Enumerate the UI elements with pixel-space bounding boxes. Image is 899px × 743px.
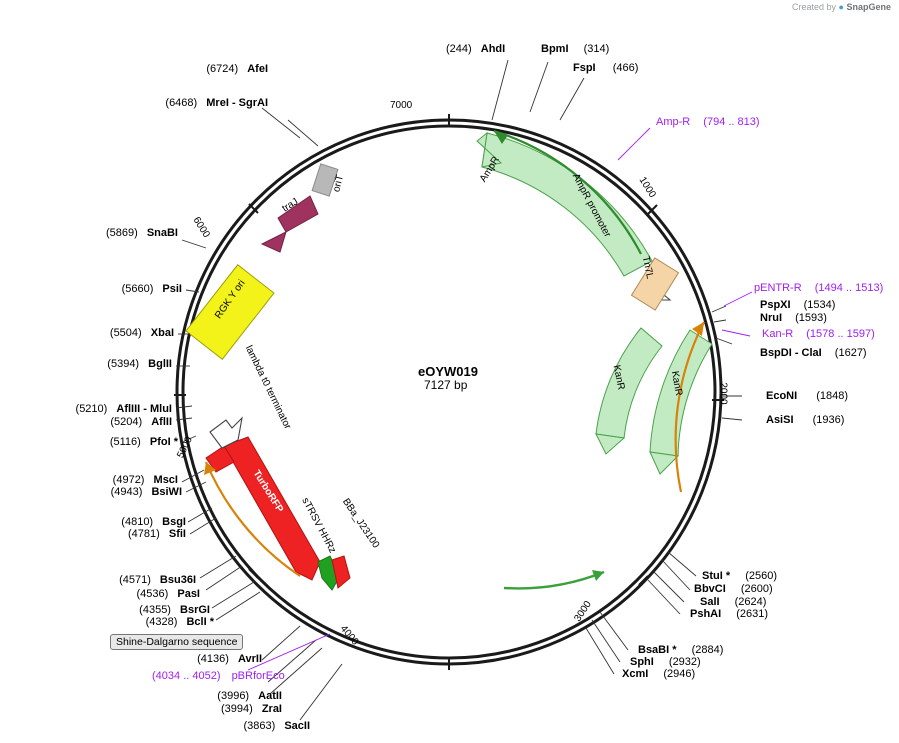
site-pos-bsgi: (4810): [121, 516, 154, 528]
site-enz-snabi: SnaBI: [146, 227, 178, 239]
site-enz-sfii: SfiI: [168, 528, 186, 540]
site-enz-bsgi: BsgI: [162, 516, 186, 528]
shine-dalgarno-box: Shine-Dalgarno sequence: [110, 634, 243, 650]
site-enz-stui: StuI *: [702, 570, 731, 582]
site-enz-bspdi: BspDI - ClaI: [760, 347, 822, 359]
site-enz-sphi: SphI: [630, 656, 654, 668]
credit-prefix: Created by: [791, 2, 837, 12]
site-pos-ahdi: (244): [446, 43, 472, 55]
feature-label-traj: traJ: [280, 196, 301, 215]
site-enz-afliii: AflIII - MluI: [116, 403, 172, 415]
tick-1000: 1000: [636, 175, 658, 200]
site-enz-pasi: PasI: [177, 588, 200, 600]
feature-label-ampr-promoter: AmpR promoter: [569, 171, 613, 240]
credit-brand: SnapGene: [846, 2, 891, 12]
site-enz-zrai: ZraI: [261, 703, 282, 715]
site-enz-xbai: XbaI: [150, 327, 174, 339]
feature-label-strsv: sTRSV HHRz: [299, 495, 338, 556]
site-enz-bglii: BglII: [148, 358, 172, 370]
site-pos-bcli: (4328): [145, 616, 178, 628]
site-enz-msci: MscI: [153, 474, 178, 486]
site-enz-aatii: AatII: [258, 690, 282, 702]
site-enz-bsabi: BsaBI *: [638, 644, 677, 656]
site-enz-avrii: AvrII: [237, 653, 262, 665]
site-enz-nrui: NruI: [760, 312, 782, 324]
primer-range-ampr: (794 .. 813): [703, 116, 760, 128]
site-enz-xcmi: XcmI: [622, 668, 649, 680]
site-enz-pspxi: PspXI: [760, 299, 791, 311]
site-enz-pshai: PshAI: [690, 608, 722, 620]
site-enz-bpmi: BpmI: [541, 43, 569, 55]
tick-5000: 5000: [175, 435, 195, 460]
feature-label-kanr-outer: KanR: [668, 370, 685, 397]
primer-label-kanr: Kan-R: [762, 328, 794, 340]
site-pos-psii: (5660): [121, 283, 154, 295]
site-enz-econi: EcoNI: [766, 390, 798, 402]
site-pos-nrui: (1593): [795, 312, 827, 324]
site-enz-bsrgi: BsrGI: [180, 604, 210, 616]
site-pos-snabi: (5869): [105, 227, 138, 239]
site-pos-afliii: (5210): [75, 403, 108, 415]
site-enz-pfoi: PfoI *: [149, 436, 178, 448]
axis-ticks: [174, 114, 724, 670]
snapgene-logo-icon: ●: [838, 2, 844, 12]
feature-rgk-y-ori: [186, 265, 274, 360]
primer-label-pbr: pBRforEco: [231, 670, 285, 682]
site-enz-bsiwi: BsiWI: [151, 486, 182, 498]
site-pos-xbai: (5504): [109, 327, 142, 339]
site-pos-bsiwi: (4943): [110, 486, 143, 498]
tick-2000: 2000: [717, 382, 729, 405]
feature-strsv-hhrz: [318, 556, 350, 590]
backbone-outer-circle: [177, 120, 721, 664]
site-enz-sali: SalI: [700, 596, 720, 608]
site-enz-asisi: AsiSI: [766, 414, 794, 426]
site-enz-aflii: AflII: [151, 416, 172, 428]
site-enz-psii: PsiI: [162, 283, 182, 295]
site-pos-sphi: (2932): [668, 656, 701, 668]
site-enz-bsu36i: Bsu36I: [159, 574, 196, 586]
feature-label-kanr-inner: KanR: [610, 364, 627, 391]
site-pos-bbvci: (2600): [740, 583, 773, 595]
site-pos-bglii: (5394): [107, 358, 140, 370]
site-pos-pasi: (4536): [136, 588, 169, 600]
site-enz-afei: AfeI: [247, 63, 268, 75]
plasmid-size: 7127 bp: [424, 378, 468, 392]
feature-label-orit: oriT: [331, 173, 347, 194]
site-enz-ahdi: AhdI: [480, 43, 506, 55]
site-enz-bbvci: BbvCI: [694, 583, 726, 595]
site-pos-bspdi: (1627): [834, 347, 867, 359]
site-pos-afei: (6724): [206, 63, 239, 75]
site-pos-mrei: (6468): [165, 97, 198, 109]
site-pos-econi: (1848): [816, 390, 849, 402]
site-enz-fspi: FspI: [573, 62, 596, 74]
site-enz-mrei: MreI - SgrAI: [206, 97, 268, 109]
tick-7000: 7000: [390, 100, 413, 111]
site-pos-sfii: (4781): [128, 528, 160, 540]
feature-label-turborfp: TurboRFP: [250, 468, 286, 515]
primer-range-pentr: (1494 .. 1513): [814, 282, 884, 294]
feature-label-bba: BBa_J23100: [340, 496, 382, 551]
primer-range-pbr: (4034 .. 4052): [152, 670, 221, 682]
site-enz-bcli: BclI *: [186, 616, 214, 628]
site-pos-stui: (2560): [745, 570, 777, 582]
tick-6000: 6000: [190, 215, 212, 240]
site-pos-pspxi: (1534): [803, 299, 836, 311]
site-pos-bpmi: (314): [583, 43, 610, 55]
site-pos-aflii: (5204): [110, 416, 143, 428]
tick-4000: 4000: [337, 623, 361, 648]
primer-label-ampr: Amp-R: [656, 116, 691, 128]
primer-label-pentr: pENTR-R: [754, 282, 802, 294]
site-pos-xcmi: (2946): [663, 668, 696, 680]
feature-kanr-outer: [650, 330, 712, 474]
site-pos-zrai: (3994): [220, 703, 253, 715]
site-pos-msci: (4972): [112, 474, 145, 486]
site-pos-bsu36i: (4571): [119, 574, 151, 586]
feature-label-rgk-ori: RGK Y ori: [213, 278, 248, 321]
tick-3000: 3000: [572, 599, 594, 624]
site-pos-fspi: (466): [612, 62, 639, 74]
feature-label-tn7l: Tn7L: [639, 255, 656, 280]
site-pos-bsabi: (2884): [691, 644, 724, 656]
feature-bottom-arc: [504, 570, 604, 588]
site-pos-pfoi: (5116): [109, 436, 141, 448]
plasmid-name: eOYW019: [418, 364, 478, 379]
site-enz-sacii: SacII: [284, 720, 310, 732]
site-pos-bsrgi: (4355): [139, 604, 171, 616]
feature-label-ampr: AmpR: [477, 154, 502, 185]
site-pos-pshai: (2631): [736, 608, 769, 620]
site-pos-asisi: (1936): [812, 414, 845, 426]
site-pos-aatii: (3996): [217, 690, 250, 702]
feature-label-lambda-terminator: lambda t0 terminator: [242, 343, 293, 432]
site-pos-avrii: (4136): [197, 653, 229, 665]
primer-range-kanr: (1578 .. 1597): [806, 328, 875, 340]
site-pos-sacii: (3863): [243, 720, 276, 732]
site-pos-sali: (2624): [734, 596, 767, 608]
